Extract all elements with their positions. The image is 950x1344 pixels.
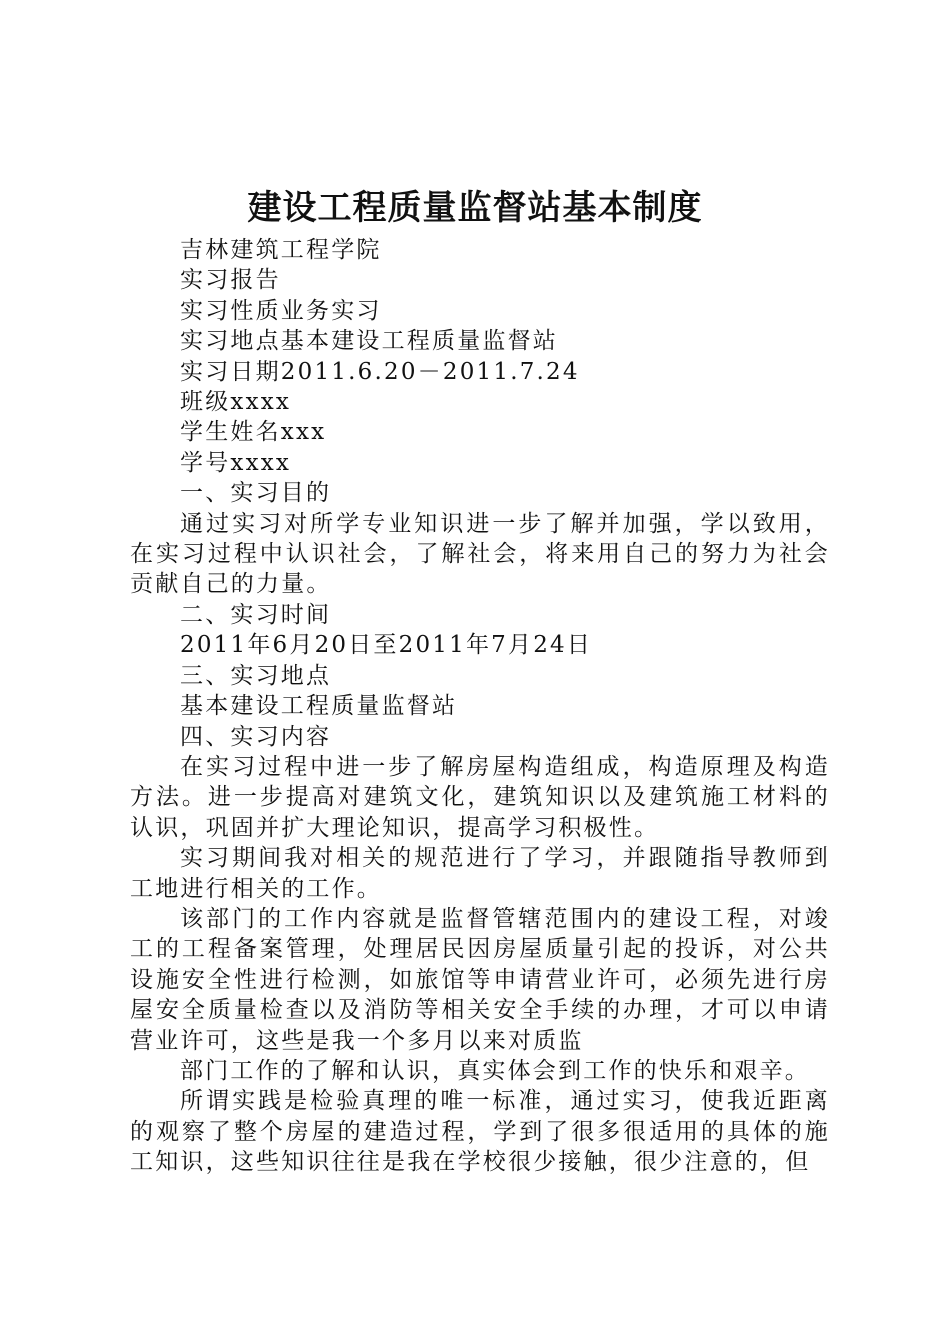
internship-time-text: 2011年6月20日至2011年7月24日 [180,632,593,659]
internship-nature: 实习性质业务实习 [180,297,382,324]
paragraph-content-5: 所谓实践是检验真理的唯一标准，通过实习，使我近距离的观察了整个房屋的建造过程，学到了很多很适用的具体的施工知识，这些知识往往是我在学校很少接触，很少注意的，但 [130,1088,830,1176]
school-name: 吉林建筑工程学院 [180,237,382,263]
paragraph-content-1: 在实习过程中进一步了解房屋构造组成，构造原理及构造方法。进一步提高对建筑文化，建筑知识以及建筑施工材料的认识，巩固并扩大理论知识，提高学习积极性。 [130,753,830,841]
internship-location-text: 基本建设工程质量监督站 [180,693,458,720]
paragraph-content-4: 部门工作的了解和认识，真实体会到工作的快乐和艰辛。 [180,1057,810,1084]
student-id-field: 学号xxxx [180,449,292,476]
paragraph-content-3: 该部门的工作内容就是监督管辖范围内的建设工程，对竣工的工程备案管理，处理居民因房屋质量引起的投诉，对公共设施安全性进行检测，如旅馆等申请营业许可，必须先进行房屋安全质量检查以及消防等相关安全手续的办理，才可以申请营业许可，这些是我一个多月以来对质监 [130,905,830,1054]
internship-location: 实习地点基本建设工程质量监督站 [180,328,558,355]
internship-dates: 实习日期2011.6.20－2011.7.24 [180,358,580,385]
section-heading-content: 四、实习内容 [180,723,332,750]
report-type: 实习报告 [180,267,281,294]
document-body [130,235,830,1178]
section-heading-location: 三、实习地点 [180,662,332,689]
document-title: 建设工程质量监督站基本制度 [247,188,703,228]
paragraph-purpose: 通过实习对所学专业知识进一步了解并加强，学以致用，在实习过程中认识社会，了解社会，将来用自己的努力为社会贡献自己的力量。 [130,510,830,598]
student-name-field: 学生姓名xxx [180,419,327,446]
class-field: 班级xxxx [180,389,292,416]
section-heading-purpose: 一、实习目的 [180,480,332,507]
section-heading-time: 二、实习时间 [180,601,332,628]
paragraph-content-2: 实习期间我对相关的规范进行了学习，并跟随指导教师到工地进行相关的工作。 [130,845,830,902]
